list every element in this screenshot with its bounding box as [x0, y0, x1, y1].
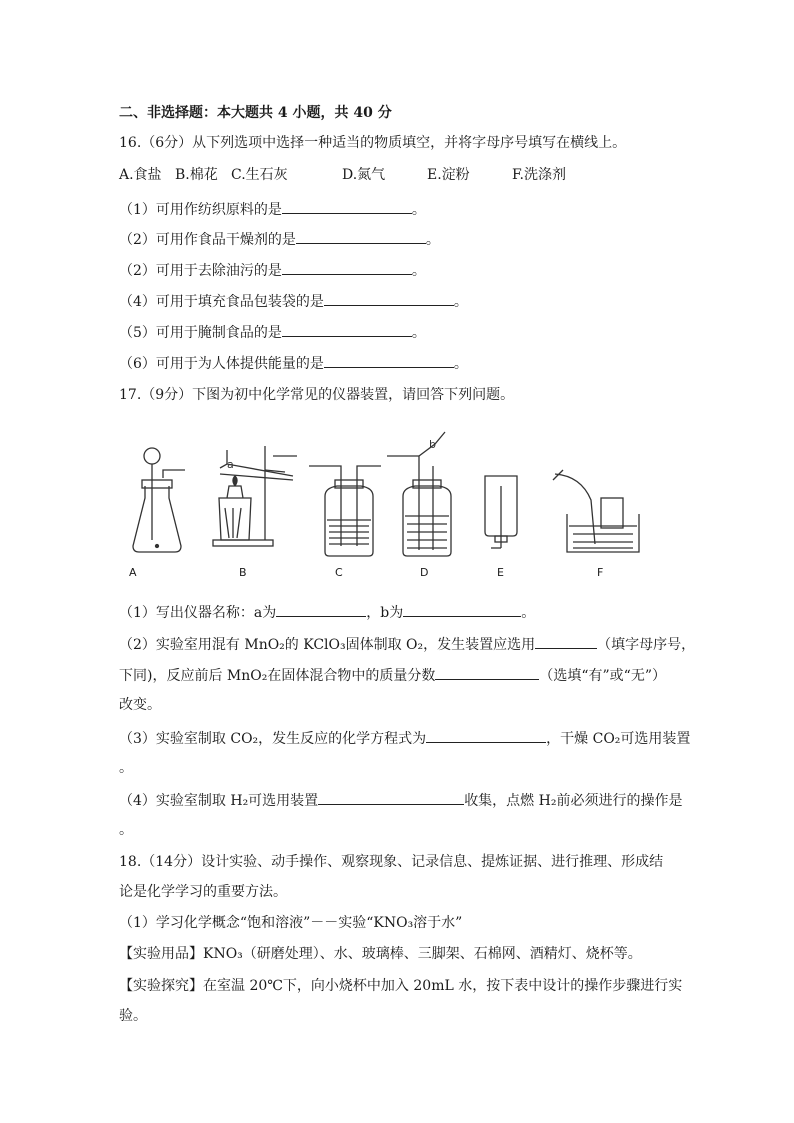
q16-item-5-end: 。 [411, 325, 426, 341]
figure-label-b: B [239, 566, 247, 579]
q17-p4-l1a: （4）实验室制取 H₂可选用装置 [119, 793, 319, 809]
q16-item-2 [119, 229, 440, 250]
answer-blank[interactable] [324, 291, 454, 306]
apparatus-e [485, 476, 517, 548]
q16-item-5-text: （5）可用于腌制食品的是 [119, 325, 282, 341]
apparatus-d [387, 432, 451, 556]
q16-option-a: A.食盐 [119, 167, 162, 183]
q17-part-2-line-2 [119, 665, 666, 686]
q16-options [119, 165, 566, 185]
apparatus-figure [115, 428, 675, 588]
q16-option-b: B.棉花 [175, 167, 218, 183]
answer-blank[interactable] [426, 728, 546, 743]
q17-p1-a: （1）写出仪器名称：a为 [119, 605, 277, 621]
figure-label-f: F [597, 566, 604, 579]
answer-blank[interactable] [318, 790, 464, 805]
q17-part-2-line-3: 改变。 [119, 697, 161, 713]
q16-option-c: C.生石灰 [231, 167, 288, 183]
figure-label-d: D [420, 566, 429, 579]
q16-item-1-text: （1）可用作纺织原料的是 [119, 202, 282, 218]
q18-line-3: （1）学习化学概念“饱和溶液”－－实验“KNO₃溶于水” [119, 915, 463, 931]
q17-p3-l1b: ，干燥 CO₂可选用装置 [546, 731, 691, 747]
q17-p3-l1a: （3）实验室制取 CO₂，发生反应的化学方程式为 [119, 731, 427, 747]
q17-p4-l1b: 收集，点燃 H₂前必须进行的操作是 [464, 793, 683, 809]
q17-part-4-line-1 [119, 790, 682, 811]
answer-blank[interactable] [282, 260, 412, 275]
q17-p2-l1b: （填字母序号， [597, 637, 696, 653]
answer-blank[interactable] [282, 322, 412, 337]
apparatus-drawing [115, 428, 675, 588]
q16-item-2-end: 。 [425, 232, 440, 248]
figure-label-c: C [335, 566, 343, 579]
answer-blank[interactable] [435, 665, 539, 680]
q18-line-4: 【实验用品】KNO₃（研磨处理）、水、玻璃棒、三脚架、石棉网、酒精灯、烧杯等。 [119, 946, 642, 962]
q17-p1-b: ，b为 [366, 605, 404, 621]
answer-blank[interactable] [296, 229, 426, 244]
q16-item-6-text: （6）可用于为人体提供能量的是 [119, 356, 324, 372]
q16-option-f: F.洗涤剂 [512, 167, 566, 183]
label-b-mark: b [429, 438, 436, 451]
q17-part-1 [119, 602, 535, 623]
q16-item-6-end: 。 [453, 356, 468, 372]
q17-part-3-line-2: 。 [119, 760, 133, 776]
q18-line-5: 【实验探究】在室温 20℃下，向小烧杯中加入 20mL 水，按下表中设计的操作步骤进行实 [119, 978, 683, 994]
q16-item-2-text: （2）可用作食品干燥剂的是 [119, 232, 296, 248]
answer-blank[interactable] [324, 353, 454, 368]
q18-line-2: 论是化学学习的重要方法。 [119, 884, 287, 900]
answer-blank[interactable] [403, 602, 521, 617]
q17-p1-end: 。 [521, 605, 536, 621]
q17-p2-l2a: 下同)，反应前后 MnO₂在固体混合物中的质量分数 [119, 668, 436, 684]
q16-item-1 [119, 199, 426, 220]
figure-label-e: E [497, 566, 504, 579]
q16-item-1-end: 。 [411, 202, 426, 218]
q16-item-3-end: 。 [411, 263, 426, 279]
q17-part-2-line-1 [119, 634, 695, 655]
figure-label-a: A [129, 566, 137, 579]
q16-item-3 [119, 260, 426, 281]
label-a-mark: a [227, 458, 234, 471]
q17-p2-l1a: （2）实验室用混有 MnO₂的 KClO₃固体制取 O₂，发生装置应选用 [119, 637, 536, 653]
apparatus-c [309, 466, 381, 556]
q17-stem: 17.（9分）下图为初中化学常见的仪器装置，请回答下列问题。 [119, 387, 515, 403]
q17-part-3-line-1 [119, 728, 690, 749]
q16-item-6 [119, 353, 468, 374]
section-title: 二、非选择题：本大题共 4 小题，共 40 分 [119, 105, 392, 121]
q16-item-5 [119, 322, 426, 343]
answer-blank[interactable] [282, 199, 412, 214]
q17-part-4-line-2: 。 [119, 822, 133, 838]
q16-stem: 16.（6分）从下列选项中选择一种适当的物质填空，并将字母序号填写在横线上。 [119, 135, 627, 151]
apparatus-b [213, 446, 297, 546]
apparatus-f [553, 470, 639, 552]
q16-item-3-text: （2）可用于去除油污的是 [119, 263, 282, 279]
q17-p2-l2b: （选填“有”或“无”） [539, 668, 666, 684]
answer-blank[interactable] [535, 634, 597, 649]
q16-item-4-end: 。 [453, 294, 468, 310]
q16-option-d: D.氮气 [342, 167, 386, 183]
answer-blank[interactable] [276, 602, 366, 617]
q16-item-4-text: （4）可用于填充食品包装袋的是 [119, 294, 324, 310]
q18-line-1: 18.（14分）设计实验、动手操作、观察现象、记录信息、提炼证据、进行推理、形成结 [119, 854, 664, 870]
apparatus-a [133, 448, 185, 552]
q16-item-4 [119, 291, 468, 312]
q16-option-e: E.淀粉 [427, 167, 470, 183]
q18-line-6: 验。 [119, 1008, 147, 1024]
